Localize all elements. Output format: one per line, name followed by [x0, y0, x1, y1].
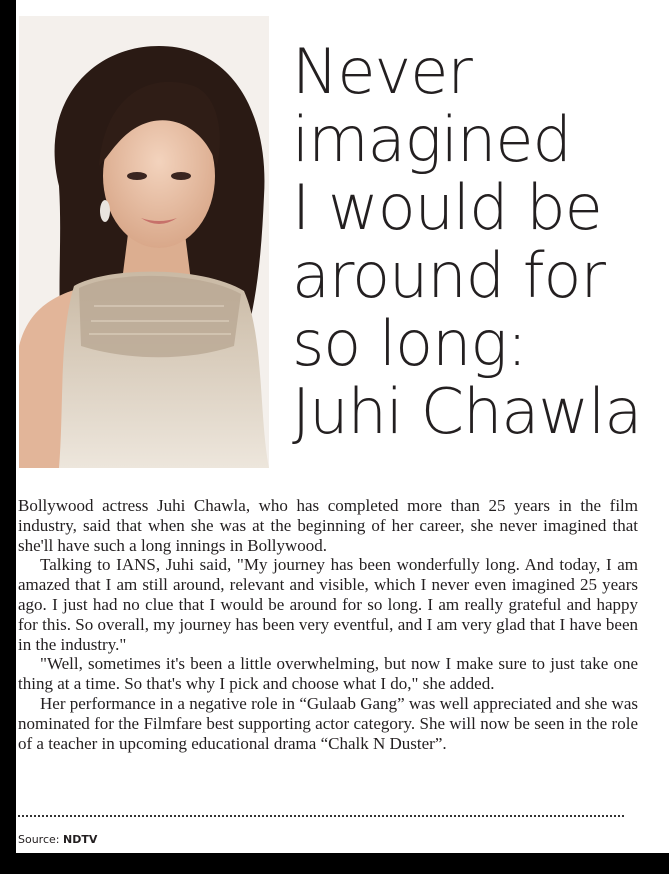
article-paragraph: Bollywood actress Juhi Chawla, who has completed more than 25 years in the film industry, said that when she was at the beginning of her career, she never imagined that she'll have such a long innings in Bollywood. [18, 496, 638, 555]
article-page [16, 0, 669, 853]
article-paragraph: Her performance in a negative role in “Gulaab Gang” was well appreciated and she was nominated for the Filmfare best supporting actor category. She will now be seen in the role of a teacher in upcoming educational drama “Chalk N Duster”. [18, 693, 638, 753]
article-body [18, 496, 638, 753]
headline-line: around for [292, 239, 605, 312]
article-paragraph: "Well, sometimes it's been a little overwhelming, but now I make sure to just take one thing at a time. So that's why I pick and choose what I do," she added. [18, 654, 638, 694]
source-label: Source: [18, 833, 60, 846]
bottom-border [0, 853, 669, 874]
headline-line: so long: [292, 307, 527, 380]
portrait-photo [19, 16, 269, 468]
headline-line: I would be [292, 171, 602, 244]
source-name: NDTV [63, 833, 98, 846]
headline-line: Never [292, 35, 472, 108]
headline-line: imagined [292, 103, 571, 176]
headline-line: Juhi Chawla [292, 375, 642, 448]
source-credit [18, 833, 97, 846]
article-paragraph: Talking to IANS, Juhi said, "My journey has been wonderfully long. And today, I am amazed that I am still around, relevant and visible, which I never even imagined 25 years ago. I just had no clue that I would be around for so long. I am really grateful and happy for this. So overall, my journey has been very eventful, and I am very glad that I have been in the industry." [18, 555, 638, 654]
headline [292, 35, 662, 448]
portrait-illustration [19, 16, 269, 468]
dotted-divider [18, 815, 624, 817]
